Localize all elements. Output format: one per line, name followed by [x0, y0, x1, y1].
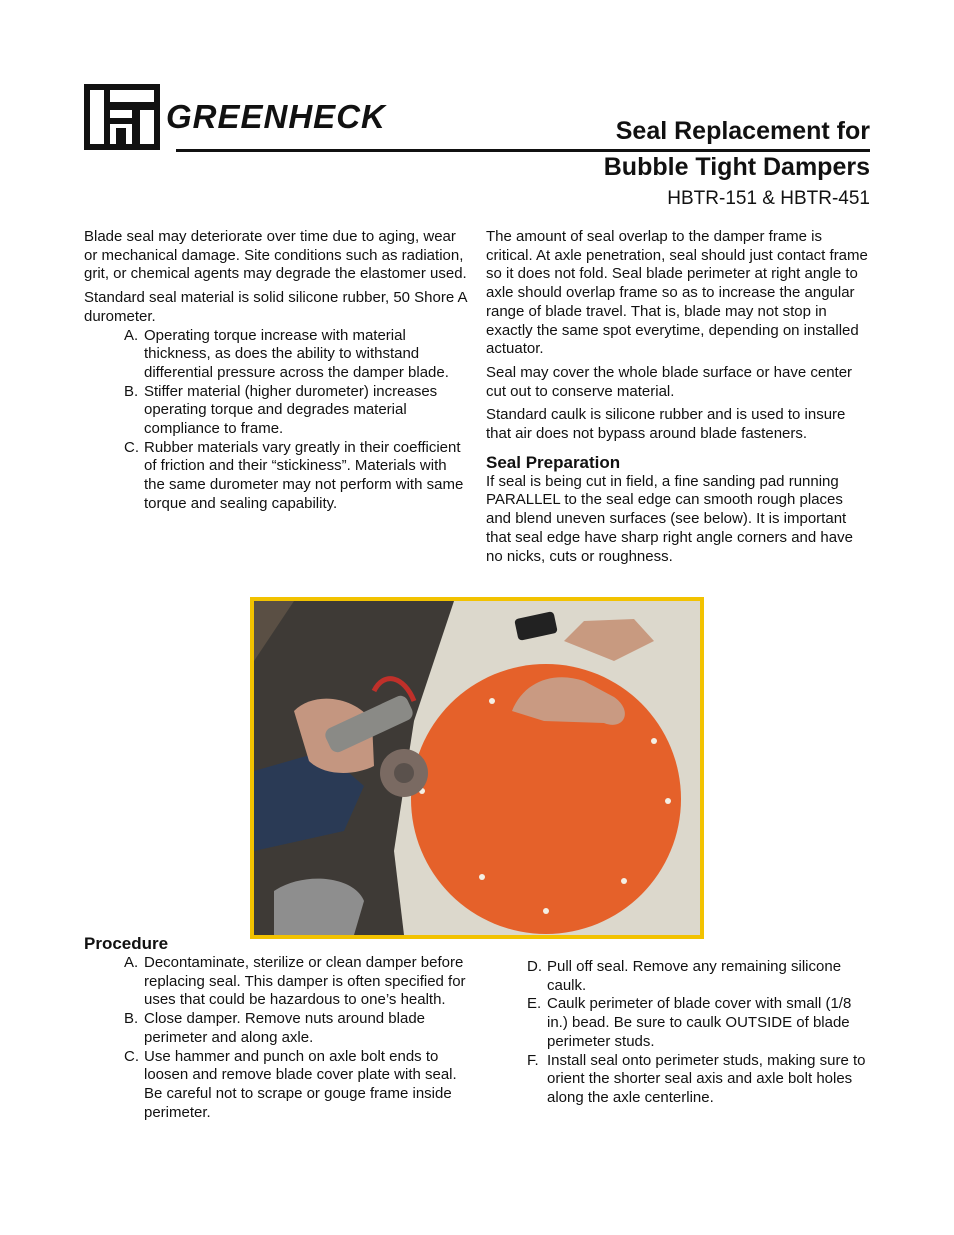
registered-mark: ®: [152, 142, 159, 152]
seal-preparation-text: If seal is being cut in field, a fine sanding pad running PARALLEL to the seal edge can smooth rough places and blend uneven surfaces (see below). It is important that seal edge have sharp right angle corners and have no nicks, cuts or roughness.: [486, 472, 853, 565]
list-item-label: A.: [124, 326, 139, 344]
list-item: [527, 1052, 869, 1108]
list-item-label: E.: [527, 995, 542, 1013]
list-item: [527, 995, 869, 1051]
list-item-label: F.: [527, 1051, 539, 1069]
list-item-label: A.: [124, 954, 139, 971]
list-item-label: C.: [124, 1047, 139, 1065]
list-item-label: D.: [527, 958, 542, 975]
page-title-line1: Seal Replacement for: [615, 117, 870, 145]
list-item-text: Stiffer material (higher durometer) increases operating torque and degrades material compliance to frame.: [144, 382, 438, 438]
list-item: [124, 327, 468, 383]
list-item-text: Install seal onto perimeter studs, making sure to orient the shorter seal axis and axle bolt holes along the axle centerline.: [547, 1051, 866, 1106]
seal-preparation-heading: Seal Preparation: [486, 452, 621, 472]
list-item-text: Decontaminate, sterilize or clean damper before replacing seal. This damper is often specified for uses that could be hazardous to one’s health.: [144, 954, 466, 1009]
overlap-paragraph: The amount of seal overlap to the damper frame is critical. At axle penetration, seal should just contact frame so it does not fold. Seal blade perimeter at right angle to axle should overlap frame so as to increase the angular range of blade travel. That is, blade may not stop in exactly the same spot everytime, depending on installed actuator.: [486, 228, 868, 358]
header-rule: [176, 149, 870, 152]
intro-paragraph-1: Blade seal may deteriorate over time due to aging, wear or mechanical damage. Site conditions such as radiation, grit, or chemical agents may degrade the elastomer used.: [84, 228, 467, 283]
list-item-text: Pull off seal. Remove any remaining silicone caulk.: [547, 958, 842, 994]
page-subtitle: HBTR-151 & HBTR-451: [667, 188, 870, 209]
list-item-text: Close damper. Remove nuts around blade perimeter and along axle.: [144, 1010, 426, 1046]
brand-name: GREENHECK: [166, 98, 386, 135]
list-item-text: Caulk perimeter of blade cover with small (1/8 in.) bead. Be sure to caulk OUTSIDE of blade perimeter studs.: [547, 995, 852, 1050]
cover-paragraph: Seal may cover the whole blade surface or have center cut out to conserve material.: [486, 363, 853, 400]
list-item-label: C.: [124, 438, 139, 456]
greenheck-logo: [84, 84, 160, 150]
list-item: [124, 954, 468, 1010]
procedure-right-column: [527, 958, 869, 1108]
photo-illustration: [254, 601, 700, 935]
list-item: [124, 383, 468, 439]
material-list: [84, 327, 468, 514]
list-item-text: Operating torque increase with material thickness, as does the ability to withstand differential pressure across the damper blade.: [144, 326, 449, 381]
procedure-heading: Procedure: [84, 934, 169, 953]
list-item: [124, 1010, 468, 1047]
page-title-line2: Bubble Tight Dampers: [603, 153, 870, 181]
right-intro-column: [486, 228, 872, 571]
seal-sanding-photo: [250, 597, 704, 939]
list-item: [527, 958, 869, 995]
list-item-label: B.: [124, 382, 139, 400]
procedure-left-column: [84, 933, 468, 1122]
intro-paragraph-2: Standard seal material is solid silicone rubber, 50 Shore A durometer.: [84, 289, 467, 325]
procedure-list-left: [84, 954, 468, 1122]
list-item: [124, 1048, 468, 1123]
list-item-label: B.: [124, 1010, 139, 1028]
list-item-text: Use hammer and punch on axle bolt ends to loosen and remove blade cover plate with seal. Be careful not to scrape or gouge frame inside perimeter.: [144, 1047, 457, 1121]
list-item-text: Rubber materials vary greatly in their coefficient of friction and their “stickiness”. Materials with the same durometer may not perform with same torque and sealing capability.: [144, 438, 464, 512]
list-item: [124, 439, 468, 514]
caulk-paragraph: Standard caulk is silicone rubber and is used to insure that air does not bypass around blade fasteners.: [486, 406, 846, 443]
left-intro-column: [84, 228, 468, 514]
